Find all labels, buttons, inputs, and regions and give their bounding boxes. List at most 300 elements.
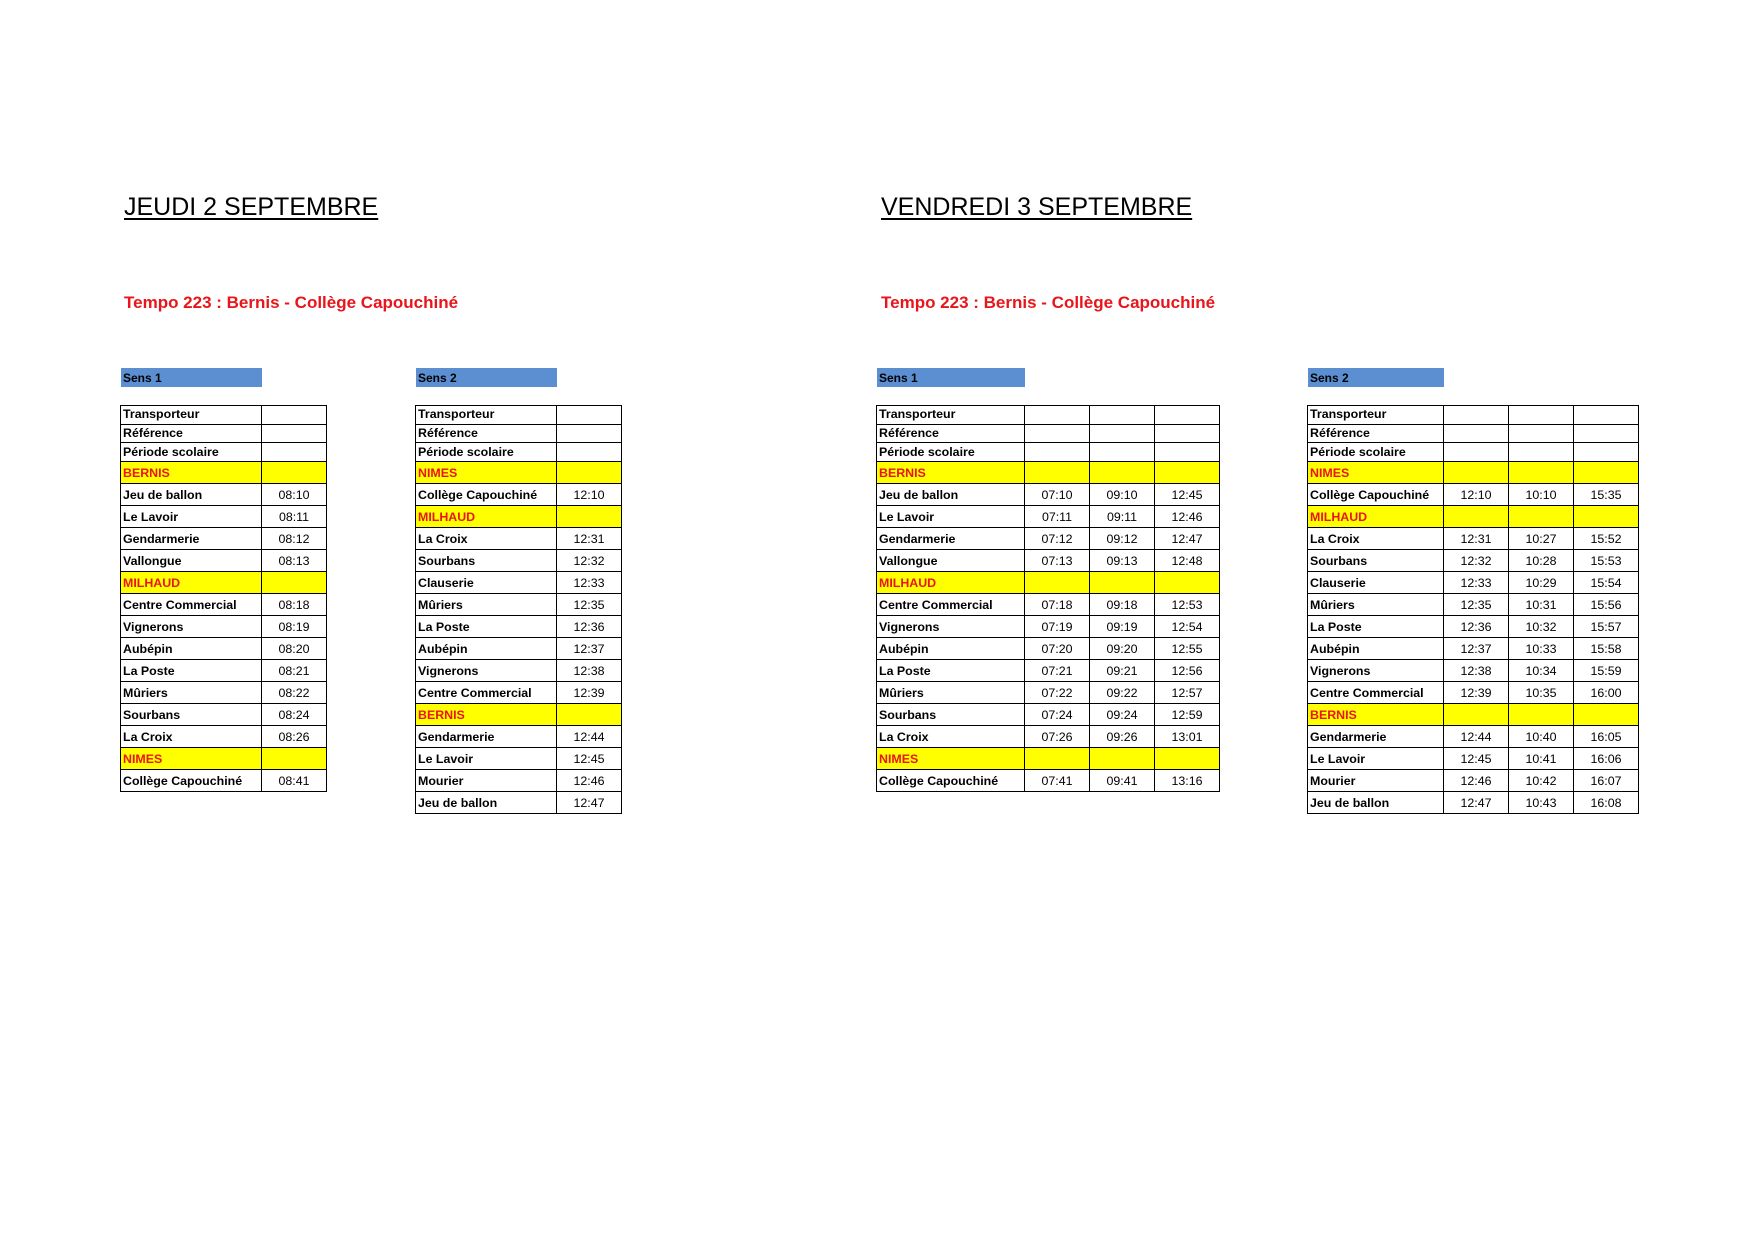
- time-cell: 12:35: [557, 594, 622, 616]
- time-cell: 07:12: [1025, 528, 1090, 550]
- stop-name: Aubépin: [1308, 638, 1444, 660]
- time-cell: 16:06: [1574, 748, 1639, 770]
- time-cell: 12:47: [557, 792, 622, 814]
- stop-row: [877, 550, 1220, 572]
- header-cell: [262, 424, 327, 443]
- commune-row: [877, 462, 1220, 484]
- stop-name: La Croix: [416, 528, 557, 550]
- time-cell: 12:46: [557, 770, 622, 792]
- header-cell: [1025, 406, 1090, 425]
- header-cell: [1574, 424, 1639, 443]
- time-cell: [1574, 704, 1639, 726]
- time-cell: 09:11: [1090, 506, 1155, 528]
- stop-row: [416, 594, 622, 616]
- time-cell: [1155, 462, 1220, 484]
- time-cell: 09:20: [1090, 638, 1155, 660]
- stop-name: Vignerons: [877, 616, 1025, 638]
- time-cell: 12:33: [1444, 572, 1509, 594]
- timetable-jeudi-sens-1: [120, 405, 327, 792]
- time-cell: 09:12: [1090, 528, 1155, 550]
- time-cell: 09:10: [1090, 484, 1155, 506]
- header-cell: [1155, 443, 1220, 462]
- stop-row: [877, 660, 1220, 682]
- stop-name: Jeu de ballon: [1308, 792, 1444, 814]
- commune-row: [877, 572, 1220, 594]
- commune-name: NIMES: [121, 748, 262, 770]
- header-label: Transporteur: [121, 406, 262, 425]
- header-cell: [557, 424, 622, 443]
- stop-row: [416, 770, 622, 792]
- stop-row: [877, 638, 1220, 660]
- stop-name: Mûriers: [877, 682, 1025, 704]
- time-cell: 12:56: [1155, 660, 1220, 682]
- stop-name: Vignerons: [416, 660, 557, 682]
- stop-row: [1308, 616, 1639, 638]
- stop-name: Mourier: [1308, 770, 1444, 792]
- stop-name: Le Lavoir: [1308, 748, 1444, 770]
- time-cell: 09:13: [1090, 550, 1155, 572]
- time-cell: [1444, 704, 1509, 726]
- time-cell: [262, 572, 327, 594]
- time-cell: 12:44: [1444, 726, 1509, 748]
- stop-row: [416, 550, 622, 572]
- stop-name: Aubépin: [877, 638, 1025, 660]
- stop-row: [1308, 770, 1639, 792]
- commune-name: BERNIS: [1308, 704, 1444, 726]
- time-cell: 10:27: [1509, 528, 1574, 550]
- time-cell: 16:07: [1574, 770, 1639, 792]
- header-label: Référence: [1308, 424, 1444, 443]
- header-row: [121, 443, 327, 462]
- stop-name: Jeu de ballon: [877, 484, 1025, 506]
- stop-name: Vallongue: [877, 550, 1025, 572]
- time-cell: [1509, 506, 1574, 528]
- time-cell: 12:59: [1155, 704, 1220, 726]
- time-cell: 08:21: [262, 660, 327, 682]
- timetable-jeudi-sens-2: [415, 405, 622, 814]
- commune-name: NIMES: [1308, 462, 1444, 484]
- time-cell: 12:38: [1444, 660, 1509, 682]
- time-cell: 12:57: [1155, 682, 1220, 704]
- time-cell: 16:05: [1574, 726, 1639, 748]
- route-title-vendredi: Tempo 223 : Bernis - Collège Capouchiné: [881, 293, 1216, 312]
- stop-name: Clauserie: [1308, 572, 1444, 594]
- time-cell: 08:20: [262, 638, 327, 660]
- time-cell: 07:26: [1025, 726, 1090, 748]
- time-cell: 16:08: [1574, 792, 1639, 814]
- time-cell: [1155, 748, 1220, 770]
- time-cell: 16:00: [1574, 682, 1639, 704]
- header-cell: [1509, 424, 1574, 443]
- timetable-vendredi-sens-1: [876, 405, 1220, 792]
- commune-row: [121, 748, 327, 770]
- timetable: [120, 405, 327, 792]
- time-cell: 12:39: [1444, 682, 1509, 704]
- header-cell: [1509, 406, 1574, 425]
- commune-row: [416, 506, 622, 528]
- time-cell: 10:43: [1509, 792, 1574, 814]
- stop-row: [1308, 660, 1639, 682]
- time-cell: 09:41: [1090, 770, 1155, 792]
- time-cell: 12:45: [1155, 484, 1220, 506]
- time-cell: 08:19: [262, 616, 327, 638]
- header-row: [877, 443, 1220, 462]
- header-cell: [1025, 424, 1090, 443]
- time-cell: 12:46: [1155, 506, 1220, 528]
- time-cell: 15:57: [1574, 616, 1639, 638]
- stop-row: [121, 770, 327, 792]
- time-cell: [1509, 462, 1574, 484]
- stop-row: [1308, 528, 1639, 550]
- time-cell: [557, 506, 622, 528]
- time-cell: 09:18: [1090, 594, 1155, 616]
- time-cell: 12:47: [1155, 528, 1220, 550]
- time-cell: 10:10: [1509, 484, 1574, 506]
- header-label: Transporteur: [877, 406, 1025, 425]
- route-title-jeudi: Tempo 223 : Bernis - Collège Capouchiné: [124, 293, 459, 312]
- commune-row: [1308, 462, 1639, 484]
- time-cell: 10:42: [1509, 770, 1574, 792]
- time-cell: 07:18: [1025, 594, 1090, 616]
- time-cell: 10:34: [1509, 660, 1574, 682]
- stop-name: Sourbans: [1308, 550, 1444, 572]
- time-cell: 12:45: [1444, 748, 1509, 770]
- stop-row: [121, 550, 327, 572]
- stop-row: [416, 726, 622, 748]
- stop-row: [416, 682, 622, 704]
- stop-row: [121, 660, 327, 682]
- time-cell: 08:12: [262, 528, 327, 550]
- commune-row: [121, 462, 327, 484]
- header-row: [416, 406, 622, 425]
- stop-row: [1308, 594, 1639, 616]
- stop-name: Le Lavoir: [877, 506, 1025, 528]
- stop-name: Mourier: [416, 770, 557, 792]
- header-cell: [1025, 443, 1090, 462]
- stop-row: [877, 506, 1220, 528]
- stop-name: Centre Commercial: [121, 594, 262, 616]
- time-cell: 07:21: [1025, 660, 1090, 682]
- header-cell: [262, 406, 327, 425]
- header-row: [877, 424, 1220, 443]
- time-cell: 09:24: [1090, 704, 1155, 726]
- stop-row: [121, 682, 327, 704]
- time-cell: [557, 462, 622, 484]
- time-cell: 12:37: [1444, 638, 1509, 660]
- stop-name: Le Lavoir: [121, 506, 262, 528]
- stop-row: [121, 594, 327, 616]
- header-cell: [1090, 443, 1155, 462]
- stop-row: [1308, 572, 1639, 594]
- commune-name: MILHAUD: [1308, 506, 1444, 528]
- stop-name: La Poste: [416, 616, 557, 638]
- time-cell: 12:46: [1444, 770, 1509, 792]
- timetable: [415, 405, 622, 814]
- time-cell: [1574, 462, 1639, 484]
- time-cell: 07:20: [1025, 638, 1090, 660]
- stop-row: [416, 528, 622, 550]
- stop-name: Gendarmerie: [416, 726, 557, 748]
- header-row: [1308, 406, 1639, 425]
- commune-name: BERNIS: [877, 462, 1025, 484]
- stop-row: [877, 594, 1220, 616]
- stop-name: Jeu de ballon: [416, 792, 557, 814]
- stop-row: [877, 682, 1220, 704]
- time-cell: [262, 462, 327, 484]
- stop-name: Vignerons: [1308, 660, 1444, 682]
- time-cell: 07:11: [1025, 506, 1090, 528]
- commune-row: [416, 462, 622, 484]
- time-cell: 08:22: [262, 682, 327, 704]
- commune-row: [877, 748, 1220, 770]
- header-cell: [1444, 424, 1509, 443]
- header-label: Période scolaire: [877, 443, 1025, 462]
- time-cell: 09:26: [1090, 726, 1155, 748]
- stop-name: Collège Capouchiné: [877, 770, 1025, 792]
- day-title-jeudi: JEUDI 2 SEPTEMBRE: [124, 193, 379, 221]
- stop-name: Collège Capouchiné: [416, 484, 557, 506]
- time-cell: 12:45: [557, 748, 622, 770]
- time-cell: [1025, 748, 1090, 770]
- time-cell: 15:53: [1574, 550, 1639, 572]
- stop-row: [416, 638, 622, 660]
- sens-label: Sens 1: [877, 368, 1025, 387]
- time-cell: 08:13: [262, 550, 327, 572]
- header-cell: [262, 443, 327, 462]
- time-cell: [1090, 572, 1155, 594]
- header-cell: [557, 443, 622, 462]
- stop-name: Centre Commercial: [416, 682, 557, 704]
- time-cell: 12:33: [557, 572, 622, 594]
- stop-row: [877, 704, 1220, 726]
- time-cell: [1025, 572, 1090, 594]
- time-cell: 12:31: [557, 528, 622, 550]
- time-cell: 12:48: [1155, 550, 1220, 572]
- stop-name: La Poste: [877, 660, 1025, 682]
- time-cell: 09:19: [1090, 616, 1155, 638]
- commune-name: MILHAUD: [121, 572, 262, 594]
- time-cell: 12:35: [1444, 594, 1509, 616]
- stop-row: [1308, 484, 1639, 506]
- time-cell: 13:01: [1155, 726, 1220, 748]
- stop-name: Gendarmerie: [121, 528, 262, 550]
- stop-name: Mûriers: [416, 594, 557, 616]
- stop-name: Collège Capouchiné: [1308, 484, 1444, 506]
- time-cell: 08:24: [262, 704, 327, 726]
- time-cell: 12:10: [557, 484, 622, 506]
- header-cell: [1574, 443, 1639, 462]
- stop-name: La Poste: [1308, 616, 1444, 638]
- stop-row: [416, 616, 622, 638]
- time-cell: [262, 748, 327, 770]
- stop-name: La Poste: [121, 660, 262, 682]
- time-cell: 12:32: [557, 550, 622, 572]
- stop-name: Aubépin: [416, 638, 557, 660]
- time-cell: 10:28: [1509, 550, 1574, 572]
- time-cell: 10:31: [1509, 594, 1574, 616]
- time-cell: 10:40: [1509, 726, 1574, 748]
- stop-row: [416, 792, 622, 814]
- time-cell: 07:19: [1025, 616, 1090, 638]
- time-cell: 15:35: [1574, 484, 1639, 506]
- commune-row: [1308, 506, 1639, 528]
- commune-row: [1308, 704, 1639, 726]
- stop-name: Sourbans: [416, 550, 557, 572]
- stop-row: [1308, 748, 1639, 770]
- time-cell: 13:16: [1155, 770, 1220, 792]
- time-cell: 15:54: [1574, 572, 1639, 594]
- time-cell: [1090, 462, 1155, 484]
- time-cell: [1444, 506, 1509, 528]
- stop-name: Sourbans: [121, 704, 262, 726]
- time-cell: [1444, 462, 1509, 484]
- timetable: [1307, 405, 1639, 814]
- stop-row: [1308, 792, 1639, 814]
- stop-name: Le Lavoir: [416, 748, 557, 770]
- time-cell: 07:24: [1025, 704, 1090, 726]
- timetable-vendredi-sens-2: [1307, 405, 1639, 814]
- header-row: [416, 424, 622, 443]
- stop-name: Mûriers: [1308, 594, 1444, 616]
- header-cell: [1090, 406, 1155, 425]
- commune-name: BERNIS: [416, 704, 557, 726]
- time-cell: 07:10: [1025, 484, 1090, 506]
- time-cell: 12:53: [1155, 594, 1220, 616]
- time-cell: 15:56: [1574, 594, 1639, 616]
- stop-row: [877, 528, 1220, 550]
- stop-name: Centre Commercial: [877, 594, 1025, 616]
- time-cell: [1155, 572, 1220, 594]
- header-cell: [1444, 443, 1509, 462]
- header-row: [1308, 443, 1639, 462]
- header-row: [416, 443, 622, 462]
- stop-name: La Croix: [1308, 528, 1444, 550]
- commune-name: MILHAUD: [416, 506, 557, 528]
- stop-name: Clauserie: [416, 572, 557, 594]
- stop-name: Jeu de ballon: [121, 484, 262, 506]
- header-label: Référence: [416, 424, 557, 443]
- time-cell: [557, 704, 622, 726]
- header-label: Référence: [121, 424, 262, 443]
- stop-row: [121, 616, 327, 638]
- header-cell: [1509, 443, 1574, 462]
- stop-row: [121, 528, 327, 550]
- commune-name: NIMES: [416, 462, 557, 484]
- header-row: [121, 406, 327, 425]
- stop-name: Sourbans: [877, 704, 1025, 726]
- sens-label: Sens 1: [121, 368, 262, 387]
- header-label: Référence: [877, 424, 1025, 443]
- stop-row: [1308, 726, 1639, 748]
- time-cell: [1025, 462, 1090, 484]
- time-cell: 15:52: [1574, 528, 1639, 550]
- time-cell: 10:33: [1509, 638, 1574, 660]
- stop-row: [121, 726, 327, 748]
- header-cell: [1574, 406, 1639, 425]
- time-cell: 08:41: [262, 770, 327, 792]
- stop-name: Collège Capouchiné: [121, 770, 262, 792]
- header-cell: [1155, 406, 1220, 425]
- header-cell: [1090, 424, 1155, 443]
- time-cell: 10:41: [1509, 748, 1574, 770]
- header-label: Période scolaire: [416, 443, 557, 462]
- time-cell: 12:10: [1444, 484, 1509, 506]
- commune-name: NIMES: [877, 748, 1025, 770]
- time-cell: 12:44: [557, 726, 622, 748]
- stop-row: [1308, 550, 1639, 572]
- time-cell: 12:55: [1155, 638, 1220, 660]
- stop-row: [121, 704, 327, 726]
- time-cell: 09:21: [1090, 660, 1155, 682]
- time-cell: [1509, 704, 1574, 726]
- header-row: [877, 406, 1220, 425]
- stop-name: Vignerons: [121, 616, 262, 638]
- stop-row: [1308, 682, 1639, 704]
- stop-name: Gendarmerie: [1308, 726, 1444, 748]
- time-cell: 08:18: [262, 594, 327, 616]
- stop-name: La Croix: [877, 726, 1025, 748]
- sens-label: Sens 2: [1308, 368, 1444, 387]
- commune-name: BERNIS: [121, 462, 262, 484]
- header-row: [1308, 424, 1639, 443]
- stop-name: La Croix: [121, 726, 262, 748]
- stop-name: Aubépin: [121, 638, 262, 660]
- time-cell: 10:32: [1509, 616, 1574, 638]
- stop-row: [877, 770, 1220, 792]
- time-cell: 12:47: [1444, 792, 1509, 814]
- commune-row: [121, 572, 327, 594]
- time-cell: 12:36: [1444, 616, 1509, 638]
- time-cell: 15:58: [1574, 638, 1639, 660]
- header-label: Période scolaire: [121, 443, 262, 462]
- stop-row: [1308, 638, 1639, 660]
- stop-row: [877, 726, 1220, 748]
- time-cell: 10:29: [1509, 572, 1574, 594]
- header-cell: [1155, 424, 1220, 443]
- time-cell: 15:59: [1574, 660, 1639, 682]
- header-label: Transporteur: [1308, 406, 1444, 425]
- time-cell: 08:10: [262, 484, 327, 506]
- time-cell: 10:35: [1509, 682, 1574, 704]
- time-cell: 12:38: [557, 660, 622, 682]
- commune-name: MILHAUD: [877, 572, 1025, 594]
- stop-row: [121, 506, 327, 528]
- time-cell: [1090, 748, 1155, 770]
- stop-name: Mûriers: [121, 682, 262, 704]
- time-cell: 12:39: [557, 682, 622, 704]
- time-cell: 08:11: [262, 506, 327, 528]
- stop-row: [416, 660, 622, 682]
- time-cell: 12:37: [557, 638, 622, 660]
- time-cell: 12:36: [557, 616, 622, 638]
- time-cell: [1574, 506, 1639, 528]
- time-cell: 07:22: [1025, 682, 1090, 704]
- time-cell: 08:26: [262, 726, 327, 748]
- header-row: [121, 424, 327, 443]
- time-cell: 12:32: [1444, 550, 1509, 572]
- time-cell: 12:54: [1155, 616, 1220, 638]
- day-title-vendredi: VENDREDI 3 SEPTEMBRE: [881, 193, 1193, 221]
- sens-label: Sens 2: [416, 368, 557, 387]
- stop-name: Centre Commercial: [1308, 682, 1444, 704]
- stop-row: [121, 638, 327, 660]
- stop-row: [416, 572, 622, 594]
- stop-row: [416, 748, 622, 770]
- header-label: Période scolaire: [1308, 443, 1444, 462]
- header-cell: [557, 406, 622, 425]
- time-cell: 09:22: [1090, 682, 1155, 704]
- time-cell: 07:41: [1025, 770, 1090, 792]
